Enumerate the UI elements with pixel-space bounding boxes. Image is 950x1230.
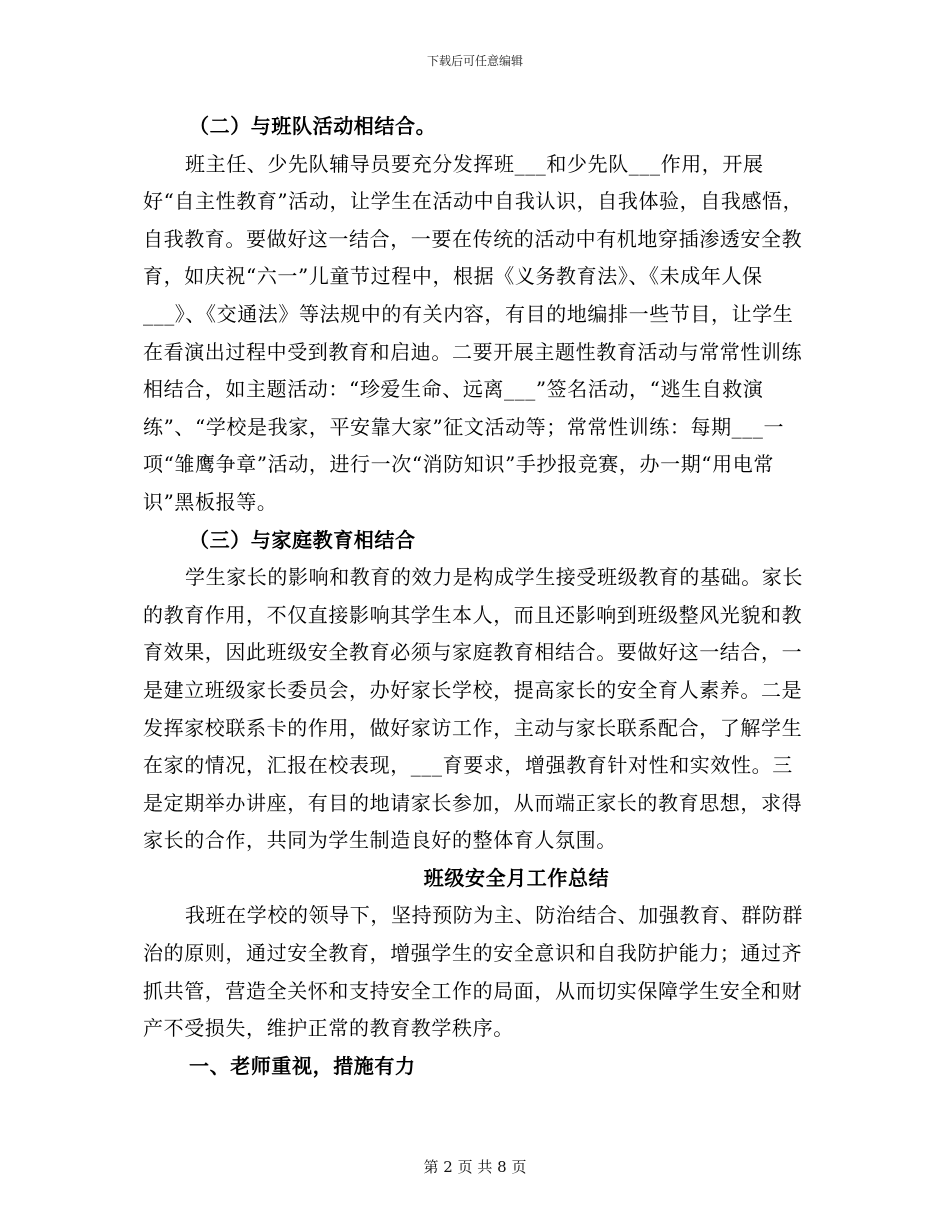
section-heading-1: 一、老师重视，措施有力 <box>189 1053 416 1078</box>
page-number: 第 2 页 共 8 页 <box>423 1158 527 1176</box>
section-heading-3: （三）与家庭教育相结合 <box>189 527 416 552</box>
document-body <box>143 108 808 1085</box>
document-title: 班级安全月工作总结 <box>423 865 610 890</box>
paragraph-family-education: 学生家长的影响和教育的效力是构成学生接受班级教育的基础。家长的教育作用，不仅直接影响其学生本人，而且还影响到班级整风光貌和教育效果，因此班级安全教育必须与家庭教育相结合。要做好这一结合，一是建立班级家长委员会，办好家长学校，提高家长的安全育人素养。二是发挥家校联系卡的作用，做好家访工作，主动与家长联系配合，了解学生在家的情况，汇报在校表现，___育要求，增强教育针对性和实效性。三是定期举办讲座，有目的地请家长参加，从而端正家长的教育思想，求得家长的合作，共同为学生制造良好的整体育人氛围。 <box>143 565 803 853</box>
section-heading-2: （二）与班队活动相结合。 <box>189 114 437 138</box>
page-header: 下载后可任意编辑 <box>426 54 523 68</box>
paragraph-class-activities: 班主任、少先队辅导员要充分发挥班___和少先队___作用，开展好“自主性教育”活动，让学生在活动中自我认识，自我体验，自我感悟，自我教育。要做好这一结合，一要在传统的活动中有机地穿插渗透安全教育，如庆祝“六一”儿童节过程中，根据《义务教育法》、《未成年人保___》、《交通法》等法规中的有关内容，有目的地编排一些节目，让学生在看演出过程中受到教育和启迪。二要开展主题性教育活动与常常性训练相结合，如主题活动：“珍爱生命、远离___”签名活动，“逃生自救演练”、“学校是我家，平安靠大家”征文活动等；常常性训练：每期___一项“雏鹰争章”活动，进行一次“消防知识”手抄报竞赛，办一期“用电常识”黑板报等。 <box>143 151 804 514</box>
paragraph-summary-intro: 我班在学校的领导下，坚持预防为主、防治结合、加强教育、群防群治的原则，通过安全教育，增强学生的安全意识和自我防护能力；通过齐抓共管，营造全关怀和支持安全工作的局面，从而切实保障学生安全和财产不受损失，维护正常的教育教学秩序。 <box>143 903 803 1041</box>
